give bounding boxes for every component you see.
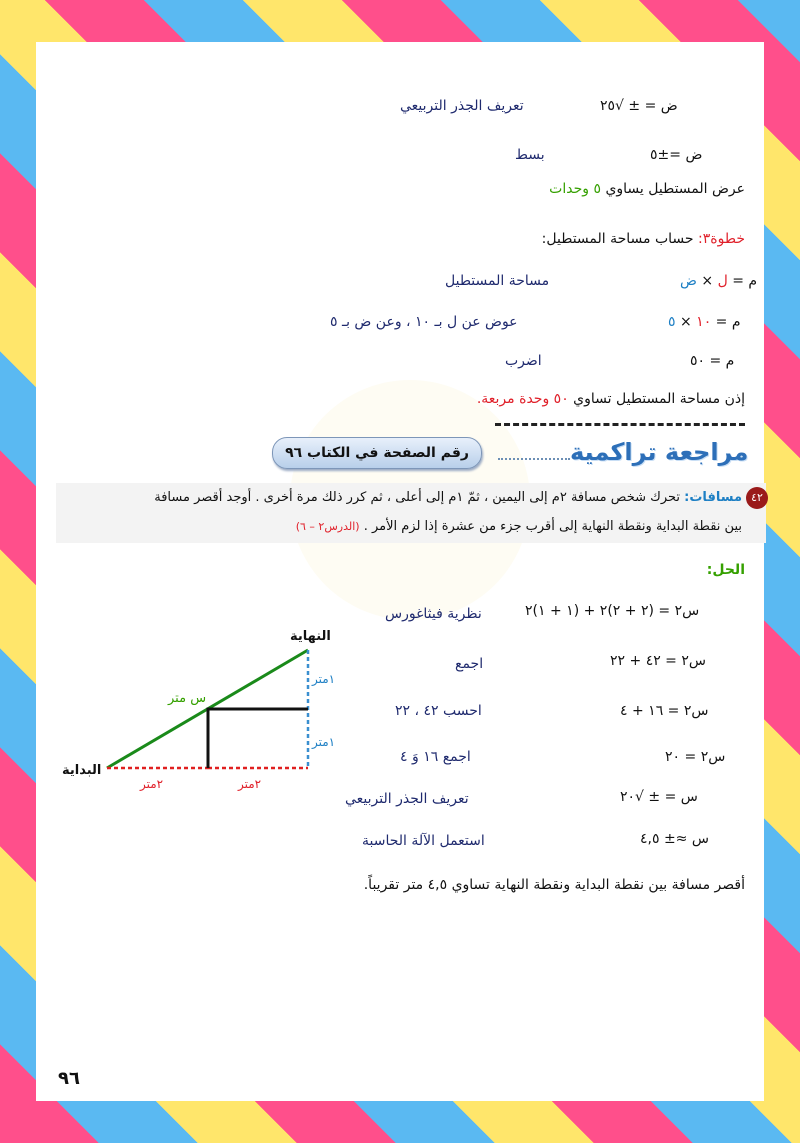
solution-row-6-right: استعمل الآلة الحاسبة xyxy=(362,833,485,849)
lesson-reference: (الدرس٢ – ٦) xyxy=(295,520,360,533)
eq-line1-right: تعريف الجذر التربيعي xyxy=(400,98,524,114)
right-label-2: ٢متر xyxy=(238,777,262,791)
question-text1: تحرك شخص مسافة ٢م إلى اليمين ، ثمّ ١م إلى أعلى ، ثم كرر ذلك مرة أخرى . أوجد أقصر مسافة xyxy=(154,490,681,505)
right-label-1: ٢متر xyxy=(140,777,164,791)
question-text2: بين نقطة البداية ونقطة النهاية إلى أقرب جزء من عشرة إذا لزم الأمر . xyxy=(363,519,742,534)
solution-row-1-right: نظرية فيثاغورس xyxy=(385,606,482,622)
eq-line1-left: ض = ± √٢٥ xyxy=(600,98,678,114)
solution-row-4-right: اجمع ١٦ وَ ٤ xyxy=(400,749,471,765)
solution-label: الحل: xyxy=(706,562,745,578)
area1-m: م = xyxy=(732,273,758,289)
area-line1-left xyxy=(680,272,757,290)
area-value: ٥٠ وحدة مربعة. xyxy=(476,391,569,407)
solution-row-2-left: س٢ = ٤٢ + ٢٢ xyxy=(610,653,706,669)
area-line2-right: عوض عن ل بـ ١٠ ، وعن ض بـ ٥ xyxy=(330,314,518,330)
step3-label: خطوة٣: xyxy=(698,231,745,247)
area2-ten: ١٠ xyxy=(696,314,712,330)
area-line1-right: مساحة المستطيل xyxy=(445,273,550,289)
area1-l: ل xyxy=(717,273,728,289)
area-line2-left xyxy=(668,313,741,331)
area-sentence-text: إذن مساحة المستطيل تساوي xyxy=(573,391,745,407)
area1-times: × xyxy=(701,273,714,289)
step-path xyxy=(208,709,308,768)
area1-d: ض xyxy=(680,273,697,289)
solution-row-5-left: س = ± √٢٠ xyxy=(620,789,698,805)
review-title: مراجعة تراكمية xyxy=(570,438,749,466)
dotted-leader xyxy=(498,458,570,460)
hyp-label: س متر xyxy=(168,691,207,706)
solution-row-4-left: س٢ = ٢٠ xyxy=(665,749,726,765)
question-number-badge: ٤٢ xyxy=(746,487,768,509)
area2-m: م = xyxy=(715,314,741,330)
question-label: مسافات: xyxy=(684,490,742,505)
question-line2 xyxy=(296,518,742,536)
width-sentence xyxy=(549,180,745,198)
page-reference-pill: رقم الصفحة في الكتاب ٩٦ xyxy=(272,437,482,469)
area-sentence xyxy=(477,390,745,408)
up-label-1: ١متر xyxy=(312,672,336,686)
question-line1 xyxy=(154,489,742,507)
path-diagram xyxy=(60,620,360,800)
end-label: النهاية xyxy=(290,629,331,644)
step3-heading xyxy=(542,230,745,248)
solution-row-1-left: س٢ = (٢ + ٢)٢ + (١ + ١)٢ xyxy=(525,603,700,619)
area-line3-right: اضرب xyxy=(505,353,542,369)
solution-row-5-right: تعريف الجذر التربيعي xyxy=(345,791,469,807)
area-line3-left: م = ٥٠ xyxy=(690,353,735,369)
area2-five: ٥ xyxy=(668,314,676,330)
solution-row-3-left: س٢ = ١٦ + ٤ xyxy=(620,703,709,719)
up-label-2: ١متر xyxy=(312,735,336,749)
solution-row-6-left: س ≈± ٤,٥ xyxy=(640,831,709,847)
solution-row-2-right: اجمع xyxy=(455,656,484,672)
area2-times: × xyxy=(679,314,692,330)
solution-row-3-right: احسب ٤٢ ، ٢٢ xyxy=(395,703,482,719)
width-value: ٥ وحدات xyxy=(549,181,601,197)
eq-line2-left: ض =±٥ xyxy=(650,147,703,163)
dashed-separator xyxy=(495,423,745,426)
width-sentence-text: عرض المستطيل يساوي xyxy=(605,181,745,197)
conclusion: أقصر مسافة بين نقطة البداية ونقطة النهاية تساوي ٤,٥ متر تقريباً. xyxy=(363,877,745,893)
step3-text: حساب مساحة المستطيل: xyxy=(541,231,694,247)
eq-line2-right: بسط xyxy=(515,147,545,163)
page-number: ٩٦ xyxy=(58,1068,80,1089)
start-label: البداية xyxy=(62,763,102,778)
